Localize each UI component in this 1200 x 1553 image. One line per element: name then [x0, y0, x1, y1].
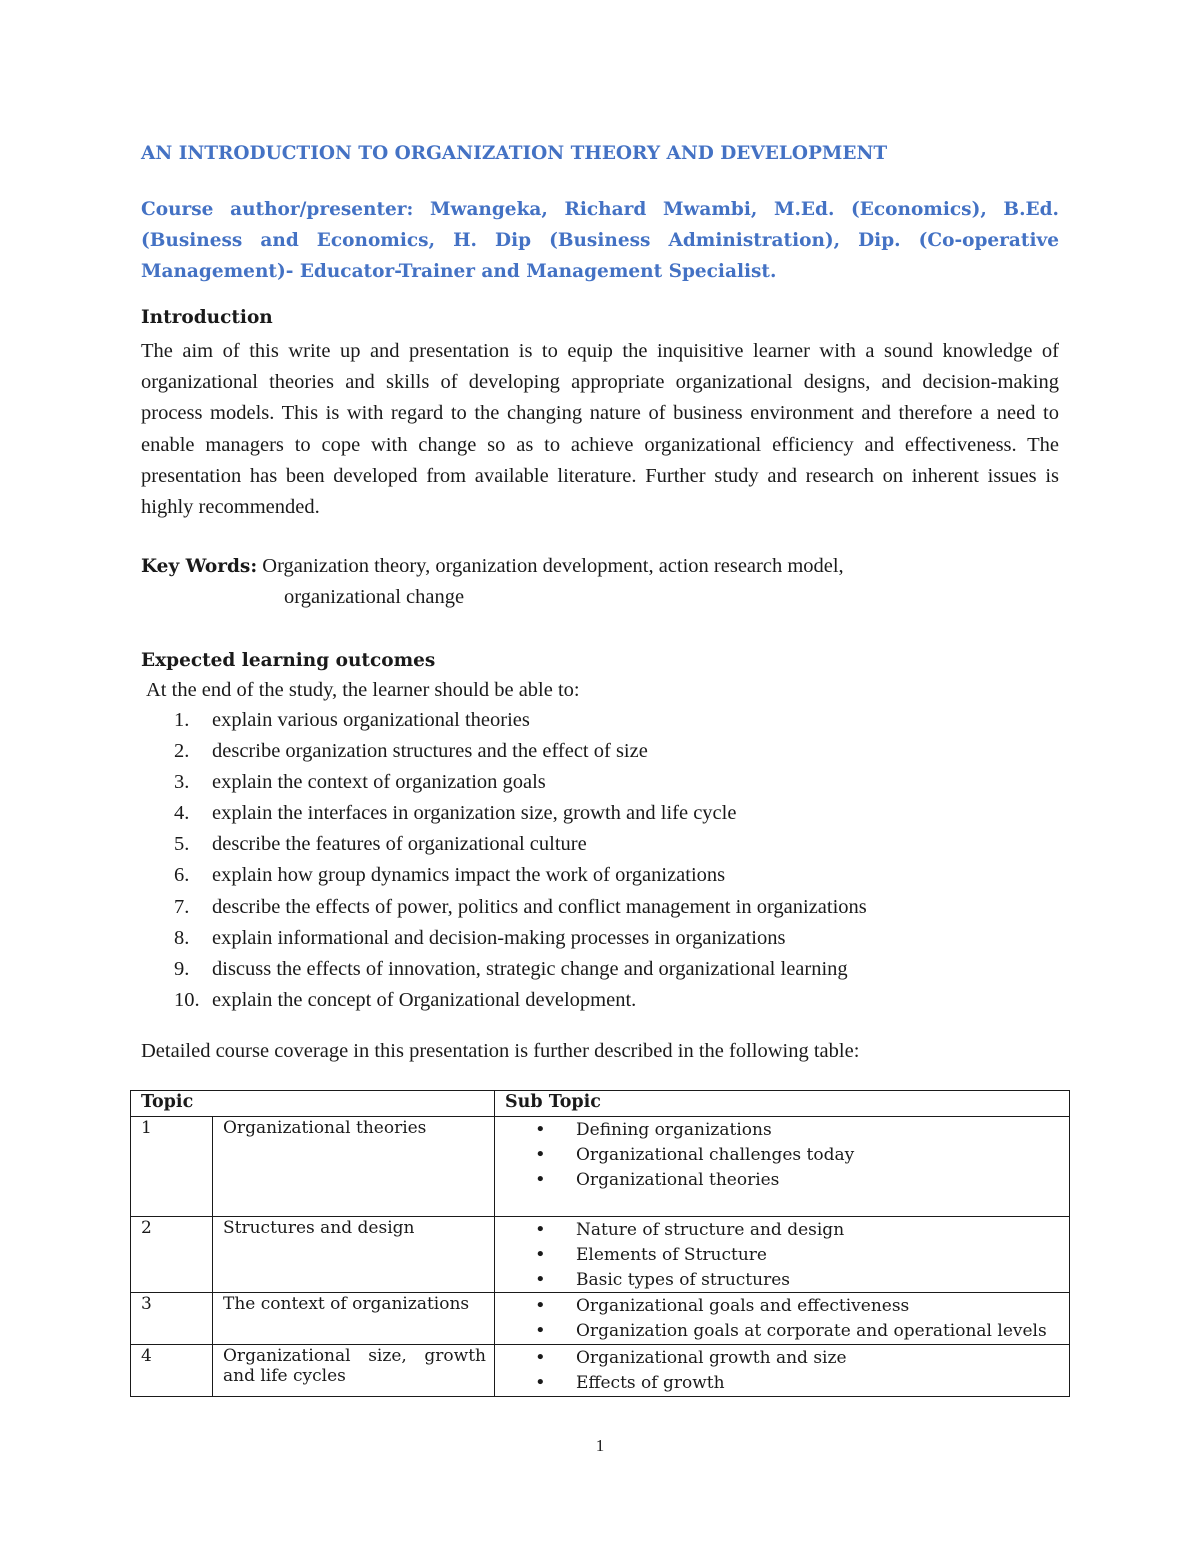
header-subtopic: Sub Topic [495, 1091, 1070, 1117]
table-row [131, 1117, 1070, 1217]
item-text: explain informational and decision-making processes in organizations [212, 926, 786, 949]
item-number: 1. [174, 709, 190, 731]
course-coverage-table [130, 1090, 1070, 1397]
row-topic [213, 1344, 495, 1396]
row-number: 4 [131, 1344, 213, 1396]
item-number: 5. [174, 833, 190, 856]
row-topic: Structures and design [213, 1217, 495, 1293]
subtopic-item: • Nature of structure and design [505, 1218, 1061, 1243]
table-row [131, 1293, 1070, 1345]
row-number: 1 [131, 1117, 213, 1217]
introduction-heading: Introduction [141, 307, 273, 328]
row-number: 2 [131, 1217, 213, 1293]
item-text: explain how group dynamics impact the work of organizations [212, 864, 726, 887]
keywords-label: Key Words: [141, 556, 258, 577]
subtopic-item: • Organizational theories [505, 1168, 1061, 1193]
subtopic-item: • Organizational goals and effectiveness [505, 1294, 1061, 1319]
row-topic-line: and life cycles [223, 1365, 346, 1386]
item-text: discuss the effects of innovation, strategic change and organizational learning [212, 957, 848, 980]
list-item [0, 833, 1200, 864]
page-number: 1 [595, 1436, 605, 1455]
header-topic: Topic [131, 1091, 495, 1117]
item-number: 6. [174, 864, 190, 887]
list-item [0, 709, 1200, 740]
keywords-text: Organization theory, organization development, action research model, [262, 555, 844, 577]
subtopic-item: • Organizational challenges today [505, 1143, 1061, 1168]
item-number: 7. [174, 895, 190, 918]
item-number: 4. [174, 802, 190, 825]
list-item [0, 864, 1200, 895]
table-row [131, 1344, 1070, 1396]
outcomes-intro: At the end of the study, the learner should be able to: [146, 679, 580, 701]
list-item [0, 771, 1200, 802]
subtopic-list [505, 1346, 1061, 1396]
table-row [131, 1217, 1070, 1293]
keywords-line [141, 555, 844, 578]
list-item [0, 802, 1200, 833]
subtopic-item: • Organizational growth and size [505, 1346, 1061, 1371]
subtopic-item: • Defining organizations [505, 1118, 1061, 1143]
subtopic-item: • Elements of Structure [505, 1243, 1061, 1268]
subtopic-list [505, 1294, 1061, 1344]
row-subtopics [495, 1217, 1070, 1293]
row-topic: Organizational theories [213, 1117, 495, 1217]
course-author: Course author/presenter: Mwangeka, Richard Mwambi, M.Ed. (Economics), B.Ed. (Business and Economics, H. Dip (Business Administration), Dip. (Co-operative Management)- Educator-Trainer and Management Specialist. [141, 199, 1059, 282]
item-text: describe organization structures and the effect of size [212, 740, 648, 763]
item-number: 10. [174, 988, 200, 1011]
item-number: 2. [174, 740, 190, 763]
item-text: describe the features of organizational culture [212, 833, 587, 856]
subtopic-item: • Organization goals at corporate and operational levels [505, 1319, 1061, 1344]
list-item [0, 927, 1200, 958]
subtopic-list [505, 1118, 1061, 1192]
list-item [0, 896, 1200, 927]
subtopic-list [505, 1218, 1061, 1292]
row-topic: The context of organizations [213, 1293, 495, 1345]
item-text: explain the concept of Organizational development. [212, 988, 637, 1011]
item-text: explain various organizational theories [212, 709, 530, 731]
table-intro: Detailed course coverage in this presentation is further described in the following table: [141, 1040, 860, 1062]
list-item [0, 989, 1200, 1020]
row-subtopics [495, 1117, 1070, 1217]
table-header-row [131, 1091, 1070, 1117]
row-number: 3 [131, 1293, 213, 1345]
subtopic-item: • Basic types of structures [505, 1268, 1061, 1293]
item-text: explain the context of organization goals [212, 771, 546, 794]
row-subtopics [495, 1344, 1070, 1396]
item-text: explain the interfaces in organization size, growth and life cycle [212, 802, 737, 825]
row-subtopics [495, 1293, 1070, 1345]
outcomes-heading: Expected learning outcomes [141, 650, 436, 671]
document-title: AN INTRODUCTION TO ORGANIZATION THEORY AND DEVELOPMENT [141, 143, 888, 164]
list-item [0, 958, 1200, 989]
item-number: 8. [174, 926, 190, 949]
list-item [0, 740, 1200, 771]
outcomes-list [0, 709, 1200, 1020]
row-topic-line: Organizational size, growth [223, 1345, 486, 1366]
item-number: 9. [174, 957, 190, 980]
introduction-body: The aim of this write up and presentation is to equip the inquisitive learner with a sound knowledge of organizational theories and skills of developing appropriate organizational designs, and decision-making process models. This is with regard to the changing nature of business environment and therefore a need to enable managers to cope with change so as to achieve organizational efficiency and effectiveness. The presentation has been developed from available literature. Further study and research on inherent issues is highly recommended. [141, 340, 1059, 519]
keywords-text-continued: organizational change [284, 586, 465, 608]
item-text: describe the effects of power, politics and conflict management in organizations [212, 895, 867, 918]
item-number: 3. [174, 771, 190, 794]
subtopic-item: • Effects of growth [505, 1371, 1061, 1396]
